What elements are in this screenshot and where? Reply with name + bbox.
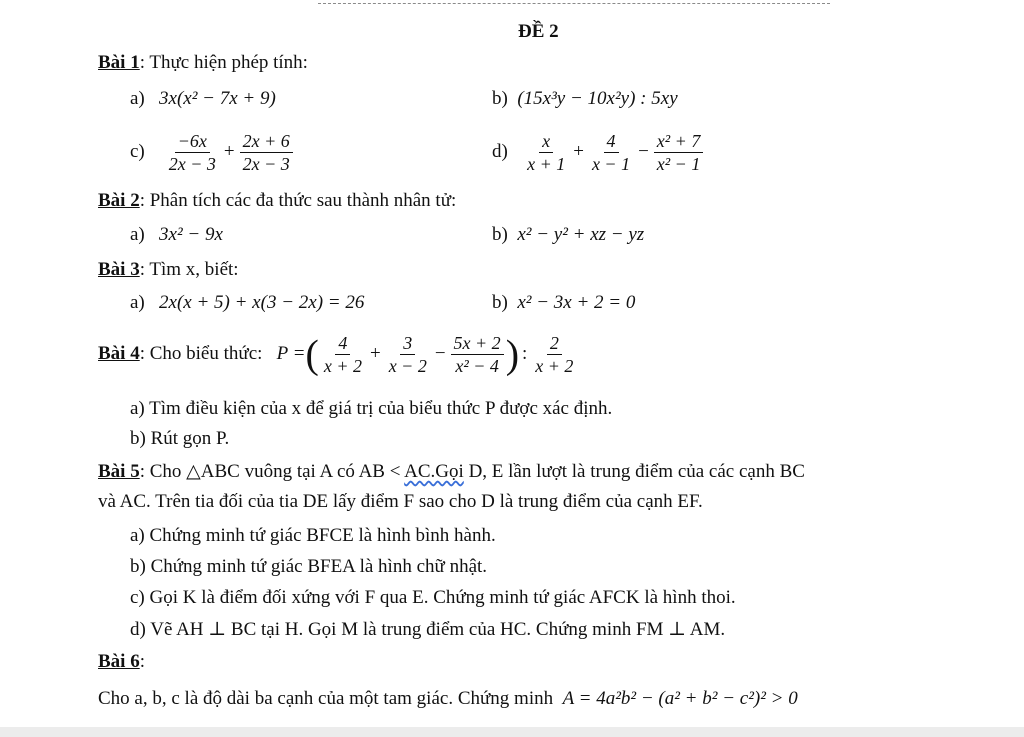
fraction-denominator: x² − 4 — [455, 356, 499, 376]
bai2-b — [492, 224, 644, 246]
bai2-b-expr: x² − y² + xz − yz — [517, 224, 645, 245]
bottom-scroll-strip — [0, 727, 1024, 737]
bai1-a-label: a) — [130, 88, 145, 109]
bai6-text: Cho a, b, c là độ dài ba cạnh của một tam giác. Chứng minh — [98, 688, 554, 709]
bai1-text: : Thực hiện phép tính: — [139, 52, 308, 73]
bai5-line-1 — [98, 461, 805, 483]
fraction-numerator: 4 — [604, 131, 619, 153]
fraction-denominator: 2x − 3 — [168, 154, 216, 174]
bai4-label: Bài 4 — [98, 342, 140, 364]
bai3-b-expr: x² − 3x + 2 = 0 — [517, 292, 636, 313]
bai5-d: d) Vẽ AH ⊥ BC tại H. Gọi M là trung điểm của HC. Chứng minh FM ⊥ AM. — [130, 619, 726, 640]
bai4-fraction-3 — [451, 333, 504, 376]
bai6-statement — [98, 688, 798, 710]
top-dashed-divider — [318, 3, 830, 4]
bai1-b — [492, 88, 678, 110]
bai2-heading — [98, 190, 456, 212]
fraction-denominator: x + 1 — [527, 154, 566, 174]
bai3-a-expr: 2x(x + 5) + x(3 − 2x) = 26 — [159, 292, 365, 313]
bai1-c — [130, 131, 295, 174]
bai6-label: Bài 6 — [98, 651, 140, 672]
bai2-text: : Phân tích các đa thức sau thành nhân tử: — [139, 190, 457, 211]
fraction-numerator: 2x + 6 — [240, 131, 293, 153]
fraction-denominator: x + 2 — [323, 356, 362, 376]
bai2-a — [130, 224, 223, 246]
bai1-c-fraction-1 — [166, 131, 219, 174]
bai1-d-label: d) — [492, 140, 508, 162]
operator: + — [369, 342, 381, 364]
fraction-numerator: 3 — [400, 333, 415, 355]
bai4-text: : Cho biểu thức: — [139, 342, 263, 364]
left-paren: ( — [305, 331, 319, 377]
bai3-b — [492, 292, 635, 314]
bai1-label: Bài 1 — [98, 52, 140, 73]
bai2-a-expr: 3x² − 9x — [159, 224, 223, 245]
bai1-d-fraction-2 — [589, 131, 633, 174]
bai5-label: Bài 5 — [98, 461, 140, 482]
bai6-heading — [98, 651, 145, 673]
bai3-label: Bài 3 — [98, 259, 140, 280]
fraction-denominator: x + 2 — [535, 356, 574, 376]
bai4-heading — [98, 333, 578, 376]
fraction-numerator: −6x — [175, 131, 210, 153]
bai1-a — [130, 88, 276, 110]
bai3-a — [130, 292, 364, 314]
bai2-a-label: a) — [130, 224, 145, 245]
bai3-a-label: a) — [130, 292, 145, 313]
fraction-denominator: x² − 1 — [656, 154, 701, 174]
bai1-b-expr: (15x³y − 10x²y) : 5xy — [517, 88, 678, 109]
bai5-b: b) Chứng minh tứ giác BFEA là hình chữ nhật. — [130, 556, 488, 577]
bai1-d-fraction-3 — [654, 131, 704, 174]
bai4-fraction-1 — [321, 333, 365, 376]
fraction-denominator: x − 2 — [388, 356, 427, 376]
fraction-numerator: x — [539, 131, 553, 153]
bai6-expr: A = 4a²b² − (a² + b² − c²)² > 0 — [562, 688, 798, 709]
fraction-denominator: 2x − 3 — [242, 154, 290, 174]
bai5-line-2: và AC. Trên tia đối của tia DE lấy điểm F sao cho D là trung điểm của cạnh EF. — [98, 491, 703, 512]
fraction-denominator: x − 1 — [591, 154, 631, 174]
bai4-fraction-4 — [532, 333, 576, 376]
fraction-numerator: 2 — [547, 333, 562, 355]
bai4-b: b) Rút gọn P. — [130, 428, 230, 449]
bai1-d-fraction-1 — [524, 131, 568, 174]
page-title: ĐỀ 2 — [518, 21, 559, 42]
operator: − — [434, 342, 446, 364]
operator: − — [638, 140, 649, 162]
bai4-fraction-2 — [386, 333, 430, 376]
bai1-c-label: c) — [130, 140, 145, 162]
bai2-b-label: b) — [492, 224, 508, 245]
bai5-text-1-end: D, E lần lượt là trung điểm của các cạnh BC — [463, 461, 805, 482]
division-operator: : — [522, 342, 528, 364]
fraction-numerator: 4 — [335, 333, 350, 355]
bai1-b-label: b) — [492, 88, 508, 109]
bai5-a: a) Chứng minh tứ giác BFCE là hình bình hành. — [130, 525, 496, 546]
bai4-a: a) Tìm điều kiện của x để giá trị của biểu thức P được xác định. — [130, 398, 613, 419]
bai3-heading — [98, 259, 239, 281]
bai1-c-fraction-2 — [240, 131, 293, 174]
bai1-d — [492, 131, 705, 174]
right-paren: ) — [505, 331, 520, 377]
bai5-text-1: : Cho △ABC vuông tại A có AB < — [139, 461, 405, 482]
bai3-b-label: b) — [492, 292, 508, 313]
operator: + — [573, 140, 584, 162]
bai1-a-expr: 3x(x² − 7x + 9) — [159, 88, 276, 109]
fraction-numerator: x² + 7 — [654, 131, 704, 153]
operator: + — [223, 140, 235, 162]
bai4-p-lhs: P = — [276, 342, 306, 364]
bai3-text: : Tìm x, biết: — [139, 259, 239, 280]
bai6-colon: : — [139, 651, 145, 672]
bai5-spellcheck-word: AC.Gọi — [404, 461, 464, 482]
fraction-numerator: 5x + 2 — [451, 333, 504, 355]
bai1-heading — [98, 52, 308, 74]
bai2-label: Bài 2 — [98, 190, 140, 211]
bai5-c: c) Gọi K là điểm đối xứng với F qua E. Chứng minh tứ giác AFCK là hình thoi. — [130, 587, 736, 608]
